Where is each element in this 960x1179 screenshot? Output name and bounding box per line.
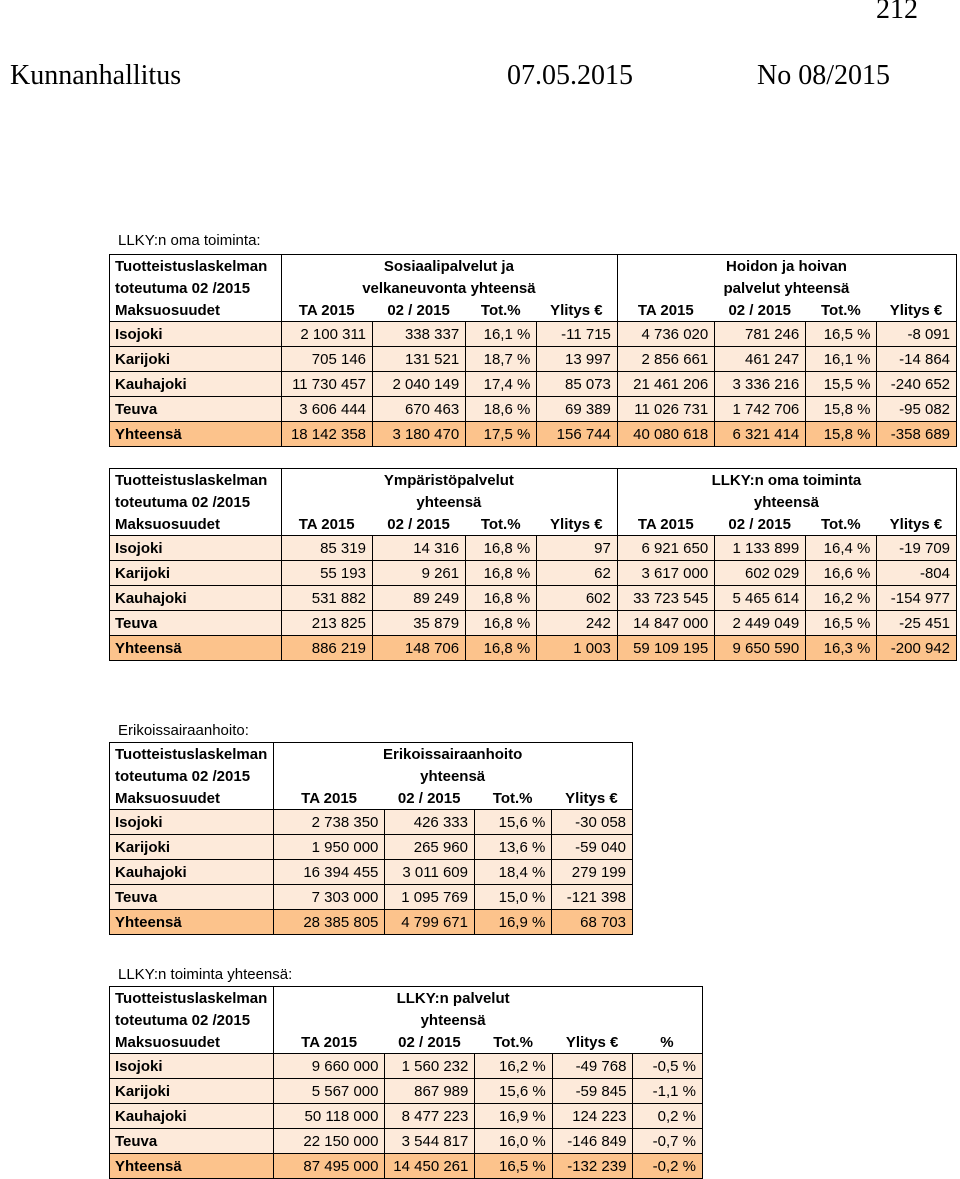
table-cell: 15,5 %	[806, 372, 877, 397]
table-cell: 40 080 618	[617, 422, 714, 447]
table-cell: 33 723 545	[617, 586, 714, 611]
table-cell: 5 465 614	[715, 586, 806, 611]
table-cell: 0,2 %	[633, 1104, 703, 1129]
table-cell: 68 703	[552, 910, 633, 935]
row-head-line-3: Maksuosuudet	[110, 513, 282, 536]
table-row	[110, 810, 633, 835]
table-row	[110, 322, 957, 347]
table-row	[110, 586, 957, 611]
table-cell: 131 521	[373, 347, 466, 372]
table-cell: -95 082	[877, 397, 957, 422]
table-cell: 18 142 358	[281, 422, 372, 447]
row-label: Yhteensä	[110, 910, 274, 935]
table-cell: 18,7 %	[466, 347, 537, 372]
table-cell: -0,2 %	[633, 1154, 703, 1179]
row-label: Karijoki	[110, 1079, 274, 1104]
group-header-line-2: yhteensä	[274, 1009, 633, 1031]
table-row	[110, 860, 633, 885]
section-caption-erikoissairaanhoito: Erikoissairaanhoito:	[118, 722, 249, 739]
table-cell: 2 100 311	[281, 322, 372, 347]
row-head-line-2: toteutuma 02 /2015	[110, 491, 282, 513]
table-cell: 2 449 049	[715, 611, 806, 636]
row-label: Yhteensä	[110, 636, 282, 661]
table-cell: 2 738 350	[274, 810, 385, 835]
table-cell: 2 856 661	[617, 347, 714, 372]
total-row	[110, 910, 633, 935]
table-cell: 11 026 731	[617, 397, 714, 422]
row-label: Teuva	[110, 397, 282, 422]
table-row	[110, 397, 957, 422]
table-cell: 156 744	[537, 422, 618, 447]
column-header: TA 2015	[281, 513, 372, 536]
table-cell: 15,6 %	[475, 1079, 552, 1104]
group-header-line-1: Erikoissairaanhoito	[274, 743, 633, 766]
table-cell: 16,2 %	[475, 1054, 552, 1079]
row-label: Isojoki	[110, 1054, 274, 1079]
table-cell: 18,6 %	[466, 397, 537, 422]
row-label: Kauhajoki	[110, 1104, 274, 1129]
row-label: Kauhajoki	[110, 586, 282, 611]
table-cell: 3 606 444	[281, 397, 372, 422]
table-row	[110, 536, 957, 561]
table-cell: 17,5 %	[466, 422, 537, 447]
table-cell: 59 109 195	[617, 636, 714, 661]
table-cell: 13 997	[537, 347, 618, 372]
table-row	[110, 1129, 703, 1154]
table-cell: 6 921 650	[617, 536, 714, 561]
table-cell: 16,9 %	[475, 1104, 552, 1129]
table-cell: 5 567 000	[274, 1079, 385, 1104]
table-cell: 3 544 817	[385, 1129, 475, 1154]
table-cell: 89 249	[372, 586, 465, 611]
table-cell: 461 247	[715, 347, 806, 372]
table-cell: 338 337	[373, 322, 466, 347]
column-header: Tot.%	[806, 513, 877, 536]
table-cell: 279 199	[552, 860, 633, 885]
group-header-line-1: LLKY:n palvelut	[274, 987, 633, 1010]
table-cell: 18,4 %	[474, 860, 551, 885]
section-caption-oma-toiminta: LLKY:n oma toiminta:	[118, 232, 261, 249]
table-cell: 15,6 %	[474, 810, 551, 835]
total-row	[110, 422, 957, 447]
column-header: Ylitys €	[537, 299, 618, 322]
total-row	[110, 1154, 703, 1179]
table-cell: -154 977	[877, 586, 957, 611]
row-label: Kauhajoki	[110, 860, 274, 885]
table-erikoissairaanhoito	[109, 742, 633, 935]
table-cell: 124 223	[552, 1104, 633, 1129]
table-sosiaali-hoiva	[109, 254, 957, 447]
table-cell: 16,1 %	[466, 322, 537, 347]
table-cell: 265 960	[385, 835, 475, 860]
table-cell: 55 193	[281, 561, 372, 586]
table-llky-yhteensa	[109, 986, 703, 1179]
table-cell: 2 040 149	[373, 372, 466, 397]
table-ymparisto-oma-toiminta	[109, 468, 957, 661]
row-label: Karijoki	[110, 835, 274, 860]
table-cell: 16,4 %	[806, 536, 877, 561]
table-cell: 21 461 206	[617, 372, 714, 397]
row-label: Karijoki	[110, 347, 282, 372]
table-cell: 1 003	[537, 636, 618, 661]
header-organization: Kunnanhallitus	[10, 60, 182, 91]
table-cell: 4 736 020	[617, 322, 714, 347]
table-cell: 8 477 223	[385, 1104, 475, 1129]
column-header: TA 2015	[617, 299, 714, 322]
column-header: Ylitys €	[877, 299, 957, 322]
column-header: 02 / 2015	[715, 513, 806, 536]
table-cell: 16,8 %	[466, 536, 537, 561]
column-header: TA 2015	[274, 1031, 385, 1054]
page-number: 212	[876, 0, 918, 25]
table-cell: 69 389	[537, 397, 618, 422]
table-cell: 3 336 216	[715, 372, 806, 397]
row-head-line-1: Tuotteistuslaskelman	[110, 255, 282, 278]
column-header: 02 / 2015	[385, 787, 475, 810]
table-cell: 50 118 000	[274, 1104, 385, 1129]
column-header: Tot.%	[474, 787, 551, 810]
table-cell: -240 652	[877, 372, 957, 397]
group-header-line-2: palvelut yhteensä	[617, 277, 956, 299]
table-cell: 1 950 000	[274, 835, 385, 860]
row-label: Isojoki	[110, 810, 274, 835]
table-cell: 16,8 %	[466, 636, 537, 661]
table-cell: 1 133 899	[715, 536, 806, 561]
header-date: 07.05.2015	[507, 60, 633, 91]
column-header: Ylitys €	[877, 513, 957, 536]
row-label: Teuva	[110, 611, 282, 636]
table-cell: 85 319	[281, 536, 372, 561]
table-cell: 705 146	[281, 347, 372, 372]
table-row	[110, 885, 633, 910]
table-cell: -11 715	[537, 322, 618, 347]
table-cell: 16,2 %	[806, 586, 877, 611]
table-row	[110, 347, 957, 372]
row-label: Isojoki	[110, 536, 282, 561]
table-cell: -49 768	[552, 1054, 633, 1079]
column-header: Ylitys €	[552, 1031, 633, 1054]
table-cell: 1 560 232	[385, 1054, 475, 1079]
table-cell: 6 321 414	[715, 422, 806, 447]
table-row	[110, 1054, 703, 1079]
table-row	[110, 372, 957, 397]
table-cell: -1,1 %	[633, 1079, 703, 1104]
row-head-line-2: toteutuma 02 /2015	[110, 765, 274, 787]
table-cell: 97	[537, 536, 618, 561]
table-cell: 16,5 %	[806, 322, 877, 347]
table-cell: 16,8 %	[466, 561, 537, 586]
group-header-line-1: Sosiaalipalvelut ja	[281, 255, 617, 278]
table-cell: 17,4 %	[466, 372, 537, 397]
table-cell: 670 463	[373, 397, 466, 422]
row-head-line-2: toteutuma 02 /2015	[110, 1009, 274, 1031]
column-header: Tot.%	[475, 1031, 552, 1054]
group-header-line-1: Ympäristöpalvelut	[281, 469, 617, 492]
table-cell: 16,5 %	[806, 611, 877, 636]
table-row	[110, 611, 957, 636]
table-cell: 16,3 %	[806, 636, 877, 661]
table-cell: 11 730 457	[281, 372, 372, 397]
table-cell: 602	[537, 586, 618, 611]
table-cell: 1 742 706	[715, 397, 806, 422]
table-cell: 867 989	[385, 1079, 475, 1104]
group-header-line-2: yhteensä	[274, 765, 633, 787]
table-cell: 4 799 671	[385, 910, 475, 935]
column-header: 02 / 2015	[372, 513, 465, 536]
table-cell: 602 029	[715, 561, 806, 586]
table-cell: 15,0 %	[474, 885, 551, 910]
table-cell: 85 073	[537, 372, 618, 397]
row-label: Teuva	[110, 885, 274, 910]
table-cell: 16,5 %	[475, 1154, 552, 1179]
column-header: Ylitys €	[552, 787, 633, 810]
table-cell: 13,6 %	[474, 835, 551, 860]
table-cell: -30 058	[552, 810, 633, 835]
row-head-line-1: Tuotteistuslaskelman	[110, 743, 274, 766]
column-header: 02 / 2015	[715, 299, 806, 322]
table-cell: -0,5 %	[633, 1054, 703, 1079]
column-header: 02 / 2015	[373, 299, 466, 322]
row-label: Teuva	[110, 1129, 274, 1154]
table-cell: 3 617 000	[617, 561, 714, 586]
table-cell: 3 011 609	[385, 860, 475, 885]
table-cell: -132 239	[552, 1154, 633, 1179]
row-label: Isojoki	[110, 322, 282, 347]
table-cell: 1 095 769	[385, 885, 475, 910]
column-header: Tot.%	[806, 299, 877, 322]
table-cell: 14 450 261	[385, 1154, 475, 1179]
row-head-line-2: toteutuma 02 /2015	[110, 277, 282, 299]
table-cell: 16,8 %	[466, 611, 537, 636]
table-cell: 16,8 %	[466, 586, 537, 611]
row-label: Yhteensä	[110, 1154, 274, 1179]
table-cell: 148 706	[372, 636, 465, 661]
table-cell: -804	[877, 561, 957, 586]
group-header-line-2: yhteensä	[281, 491, 617, 513]
table-cell: 9 650 590	[715, 636, 806, 661]
table-cell: 15,8 %	[806, 422, 877, 447]
row-label: Kauhajoki	[110, 372, 282, 397]
column-header: %	[633, 1031, 703, 1054]
table-cell: -59 040	[552, 835, 633, 860]
table-cell: -146 849	[552, 1129, 633, 1154]
column-header: Tot.%	[466, 513, 537, 536]
table-cell: 16,9 %	[474, 910, 551, 935]
header-document-number: No 08/2015	[757, 60, 890, 91]
column-header: Ylitys €	[537, 513, 618, 536]
row-head-line-1: Tuotteistuslaskelman	[110, 987, 274, 1010]
table-cell: 15,8 %	[806, 397, 877, 422]
row-head-line-3: Maksuosuudet	[110, 787, 274, 810]
table-cell: -25 451	[877, 611, 957, 636]
row-head-line-3: Maksuosuudet	[110, 299, 282, 322]
table-cell: 16 394 455	[274, 860, 385, 885]
row-label: Yhteensä	[110, 422, 282, 447]
table-cell: 28 385 805	[274, 910, 385, 935]
table-cell: 531 882	[281, 586, 372, 611]
table-cell: 426 333	[385, 810, 475, 835]
table-cell: 9 660 000	[274, 1054, 385, 1079]
table-cell: -59 845	[552, 1079, 633, 1104]
table-cell: -200 942	[877, 636, 957, 661]
table-cell: 16,6 %	[806, 561, 877, 586]
table-cell: 781 246	[715, 322, 806, 347]
table-cell: 886 219	[281, 636, 372, 661]
group-header-line-2: yhteensä	[617, 491, 956, 513]
table-cell: 16,0 %	[475, 1129, 552, 1154]
total-row	[110, 636, 957, 661]
table-cell: 14 847 000	[617, 611, 714, 636]
table-cell: 14 316	[372, 536, 465, 561]
group-header-line-1: LLKY:n oma toiminta	[617, 469, 956, 492]
table-cell: 242	[537, 611, 618, 636]
table-cell: -358 689	[877, 422, 957, 447]
column-header: 02 / 2015	[385, 1031, 475, 1054]
table-cell: -0,7 %	[633, 1129, 703, 1154]
group-header-line-1: Hoidon ja hoivan	[617, 255, 956, 278]
table-cell: 9 261	[372, 561, 465, 586]
column-header: TA 2015	[274, 787, 385, 810]
table-cell: -14 864	[877, 347, 957, 372]
column-header: TA 2015	[617, 513, 714, 536]
table-cell: 3 180 470	[373, 422, 466, 447]
table-row	[110, 1079, 703, 1104]
table-cell: -8 091	[877, 322, 957, 347]
table-cell: 7 303 000	[274, 885, 385, 910]
row-label: Karijoki	[110, 561, 282, 586]
table-cell: 16,1 %	[806, 347, 877, 372]
table-row	[110, 1104, 703, 1129]
table-row	[110, 561, 957, 586]
table-cell: 87 495 000	[274, 1154, 385, 1179]
column-header: Tot.%	[466, 299, 537, 322]
table-row	[110, 835, 633, 860]
group-header-line-2: velkaneuvonta yhteensä	[281, 277, 617, 299]
row-head-line-1: Tuotteistuslaskelman	[110, 469, 282, 492]
section-caption-toiminta-yhteensa: LLKY:n toiminta yhteensä:	[118, 966, 293, 983]
table-cell: 62	[537, 561, 618, 586]
column-header: TA 2015	[281, 299, 372, 322]
row-head-line-3: Maksuosuudet	[110, 1031, 274, 1054]
table-cell: -19 709	[877, 536, 957, 561]
table-cell: 213 825	[281, 611, 372, 636]
table-cell: 22 150 000	[274, 1129, 385, 1154]
table-cell: 35 879	[372, 611, 465, 636]
table-cell: -121 398	[552, 885, 633, 910]
